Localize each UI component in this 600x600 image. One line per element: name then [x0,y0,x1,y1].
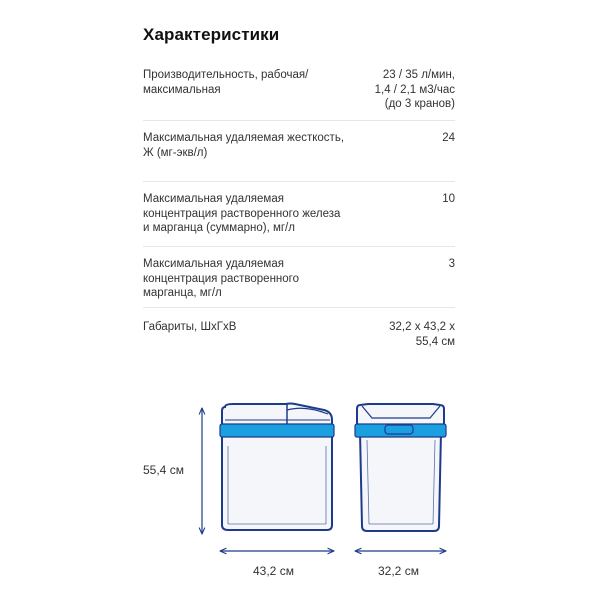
spec-label-line: Максимальная удаляемая [143,193,284,205]
spec-label-line: Производительность, рабочая/ [143,69,309,81]
front-width-dimension-label: 32,2 см [378,564,419,578]
spec-label-line: Максимальная удаляемая [143,258,284,270]
spec-label-line: Габариты, ШхГхВ [143,321,237,333]
side-width-dimension-label: 43,2 см [253,564,294,578]
spec-label-line: и марганца (суммарно), мг/л [143,222,295,234]
spec-label-line: марганца, мг/л [143,287,222,299]
spec-value-line: 3 [448,258,455,270]
spec-value-line: 55,4 см [415,335,455,348]
spec-value-line: 32,2 х 43,2 х [389,321,455,333]
spec-value-line: 1,4 / 2,1 м3/час [374,83,455,96]
spec-value-line: 24 [442,132,455,144]
spec-label-line: Ж (мг-экв/л) [143,146,208,159]
softener-side-view [220,404,334,531]
spec-value-line: 23 / 35 л/мин, [382,69,455,81]
page-title: Характеристики [143,25,280,44]
spec-value-line: 10 [442,193,455,205]
height-dimension-label: 55,4 см [143,463,184,477]
spec-value-line: (до 3 кранов) [384,98,455,110]
softener-front-view [355,404,446,531]
spec-label-line: максимальная [143,83,221,96]
spec-label-line: концентрация растворенного железа [143,207,341,220]
spec-label-line: Максимальная удаляемая жесткость, [143,132,345,144]
spec-label-line: концентрация растворенного [143,272,300,285]
